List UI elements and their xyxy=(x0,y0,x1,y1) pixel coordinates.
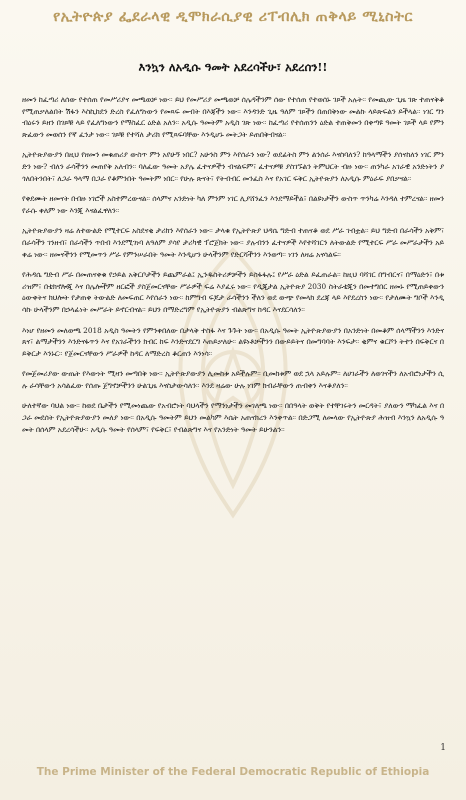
paragraph: ኢትዮጵያውያን ዛሬ ለተውልድ የሚተርፍ አስደናቂ ታሪክን እየሰራን ነው። ታላቁ የኢትዮጵያ ህዳሴ ግድብ ተጠናቆ ወደ ሥራ ገብቷል። ይህ ግድብ በራሳችን አቅም፣ በራሳችን ገንዘብ፣ በራሳችን ጥበብ እንደሚገነባ ለዓለም ያሳየ ታሪካዊ ፕሮጀክት ነው። ያሉብንን ፈተናዎች እየተሻገርን ለትውልድ የሚተርፍ ሥራ መሥራታችን አይቀሬ ነው። ዘመናችንን የሚመጥን ሥራ የምንሠራበት ዓመት እንዲሆን ሁላችንም የድርሻችንን እንወጣ። ነገን ለዛሬ አናሳልፍ። xyxy=(22,226,444,259)
letter-body xyxy=(22,94,444,444)
paragraph: የመጀመሪያው ውጤት የእውነት ሚዛን መጣበቅ ነው። ኢትዮጵያውያን ሊመከቱ አይችሉም። ቢመከቱም ወደ ኋላ አይሉም። ለሀገራችን ለወገናችን ለአብሮነታችን ሲሉ ራሳቸውን አሳልፈው የሰጡ ጀግኖቻችንን ሁልጊዜ እናስታውሳለን። እንደ ዛሬው ሁሉ ነገም ክብራቸውን ጠብቀን እናቆያለን። xyxy=(22,369,444,390)
page-number: 1 xyxy=(440,743,446,753)
paragraph: ዘመን ከፈጣሪ ለሰው የተሰጠ የመሥሪያና መጫወቻ ነው። ይህ የመሥሪያ መጫወቻ ሰሌዳችንም ሰው የተሰጠ የተወሰኑ ገጾች አሉት። የመጪው ጊዜ ገጽ ተጠናቅቆ የሚጠቃለልበት ሽፋን እስኪከደን ድረስ የፈለግነውን የመጻፍ መብት በእጃችን ነው። እንዳንድ ጊዜ ዓለም ገጾችን በጠበቅነው መልኩ ላይጽፍልን ይችላል። ነገር ግን ብዕሩን ይዘን በገጾቹ ላይ የፈለግነውን የማስፈር ዕድል አለን። አዲሱ ዓመትም አዲስ ገጽ ነው። ከፈጣሪ የተሰጠንን ዕድል ተጠቅመን በቀጣዩ ዓመት ገጾች ላይ የምንጽፈውን መወሰን የኛ ፈንታ ነው። ገጾቹ የተሻለ ታሪክ የሚጻፍባቸው እንዲሆኑ መትጋት ይጠበቅብናል። xyxy=(22,95,444,139)
letter-title: እንኳን ለአዲሱ ዓመት አደረሳችሁ፣ አደረሰን!! xyxy=(138,60,328,74)
paragraph: እነሆ የዘመን መለወጫ 2018 አዲስ ዓመትን የምንቀበለው በታላቅ ተስፋ እና ጉጉት ነው። በአዲሱ ዓመት ኢትዮጵያውያን በአንድነት በመቆም ሰላማችንን እንድናጸና፣ ልማታችንን እንድናፋጥን እና የአገራችንን ክብር ከፍ እንድናደርግ እጠይቃለሁ። ልዩነቶቻችንን በውይይትና በመግባባት እንፍታ። ቂምና ቁርሾን ትተን በፍቅርና በይቅርታ እንኑር። የጀመርናቸውን ሥራዎች ከዳር ለማድረስ ቆርጠን እንነሳ። xyxy=(22,325,444,358)
footer-signature-line: The Prime Minister of the Federal Democratic Republic of Ethiopia xyxy=(36,766,430,778)
paragraph: ሁለተኛው ባህል ነው። ከወደ ቤታችን የሚመነጨው የአብሮነት ባህላችን የማንነታችን መገለጫ ነው። በበዓላት ወቅት የተቸገሩትን መርዳት፣ ያለውን ማካፈል እና በጋራ መደሰት የኢትዮጵያውያን መለያ ነው። በአዲሱ ዓመትም ይህን መልካም እሴት አጠናክረን እንቀጥል። በድጋሚ ለመላው የኢትዮጵያ ሕዝብ እንኳን ለአዲሱ ዓመት በሰላም አደረሳችሁ። አዲሱ ዓመት የሰላም፣ የፍቅር፣ የብልጽግና እና የአንድነት ዓመት ይሁንልን። xyxy=(22,401,444,434)
office-letterhead: የኢትዮጵያ ፌደራላዊ ዲሞክራሲያዊ ሪፐብሊክ ጠቅላይ ሚኒስትር xyxy=(53,8,413,25)
paragraph: ኢትዮጵያውያን በዚህ የዘመን መቁጠሪያ ውስጥ ምን አየሁኝ ነበር? አሁንስ ምን እየሰራን ነው? ወደፊትስ ምን ልንሰራ እናስባለን? ከዓላማችን ያሰናከለን ነገር ምንድን ነው? ብለን ራሳችንን መጠየቅ አለብን። ባለፈው ዓመት አያሌ ፈተናዎችን ብናልፍም፣ ፈተናዎቹ ያስገኙልን ትምህርት ብዙ ነው። ጠንካራ አገራዊ አንድነትን ያጎለበትንበት፣ ለጋራ ዓላማ በጋራ የቆምንበት ዓመትም ነበር። የሁሉ ጽናት፣ የትብብር መንፈስ እና የአገር ፍቅር ኢትዮጵያን ለአዲሱ ምዕራፍ ያበቃናል። xyxy=(22,150,444,183)
paragraph: የቀደሙት ዘመናት በብዙ ነገሮች አስተምረውናል። ሰላምና አንድነት ካለ ምንም ነገር ሊያሸንፈን እንደማይችል፣ በልዩነታችን ውስጥ ጥንካሬ እንዳለ ተምረናል። ዘመን የራሱ ቀለም ነው እንጂ እናልፈዋለን። xyxy=(22,194,444,215)
paragraph: የሕዳሴ ግድብ ሥራ በመጠናቀቁ የኃይል አቅርቦታችን ይጨምራል፤ ኢንዱስትሪዎቻችን ይስፋፋሉ፤ የሥራ ዕድል ይፈጠራል። ከዚህ ባሻገር በግብርና፣ በማዕድን፣ በቱሪዝም፣ በቴክኖሎጂ እና በሌሎችም ዘርፎች ያስጀመርናቸው ሥራዎች ፍሬ እያፈሩ ነው። የዲጂታል ኢትዮጵያ 2030 ስትራቴጂን በመተግበር ዘመኑ የሚጠይቀውን ዕውቀትና ክህሎት የታጠቀ ትውልድ ለመፍጠር እየሰራን ነው። ከምግብ ፍጆታ ራሳችንን ችለን ወደ ውጭ የመላክ ደረጃ ላይ እየደረስን ነው። የታለሙት ግቦች እንዲሳኩ ሁላችንም በኃላፊነት መሥራት ይኖርብናል። ይህን በማድረግም የኢትዮጵያን ብልጽግና ከዳር እናደርሳለን። xyxy=(22,270,444,314)
